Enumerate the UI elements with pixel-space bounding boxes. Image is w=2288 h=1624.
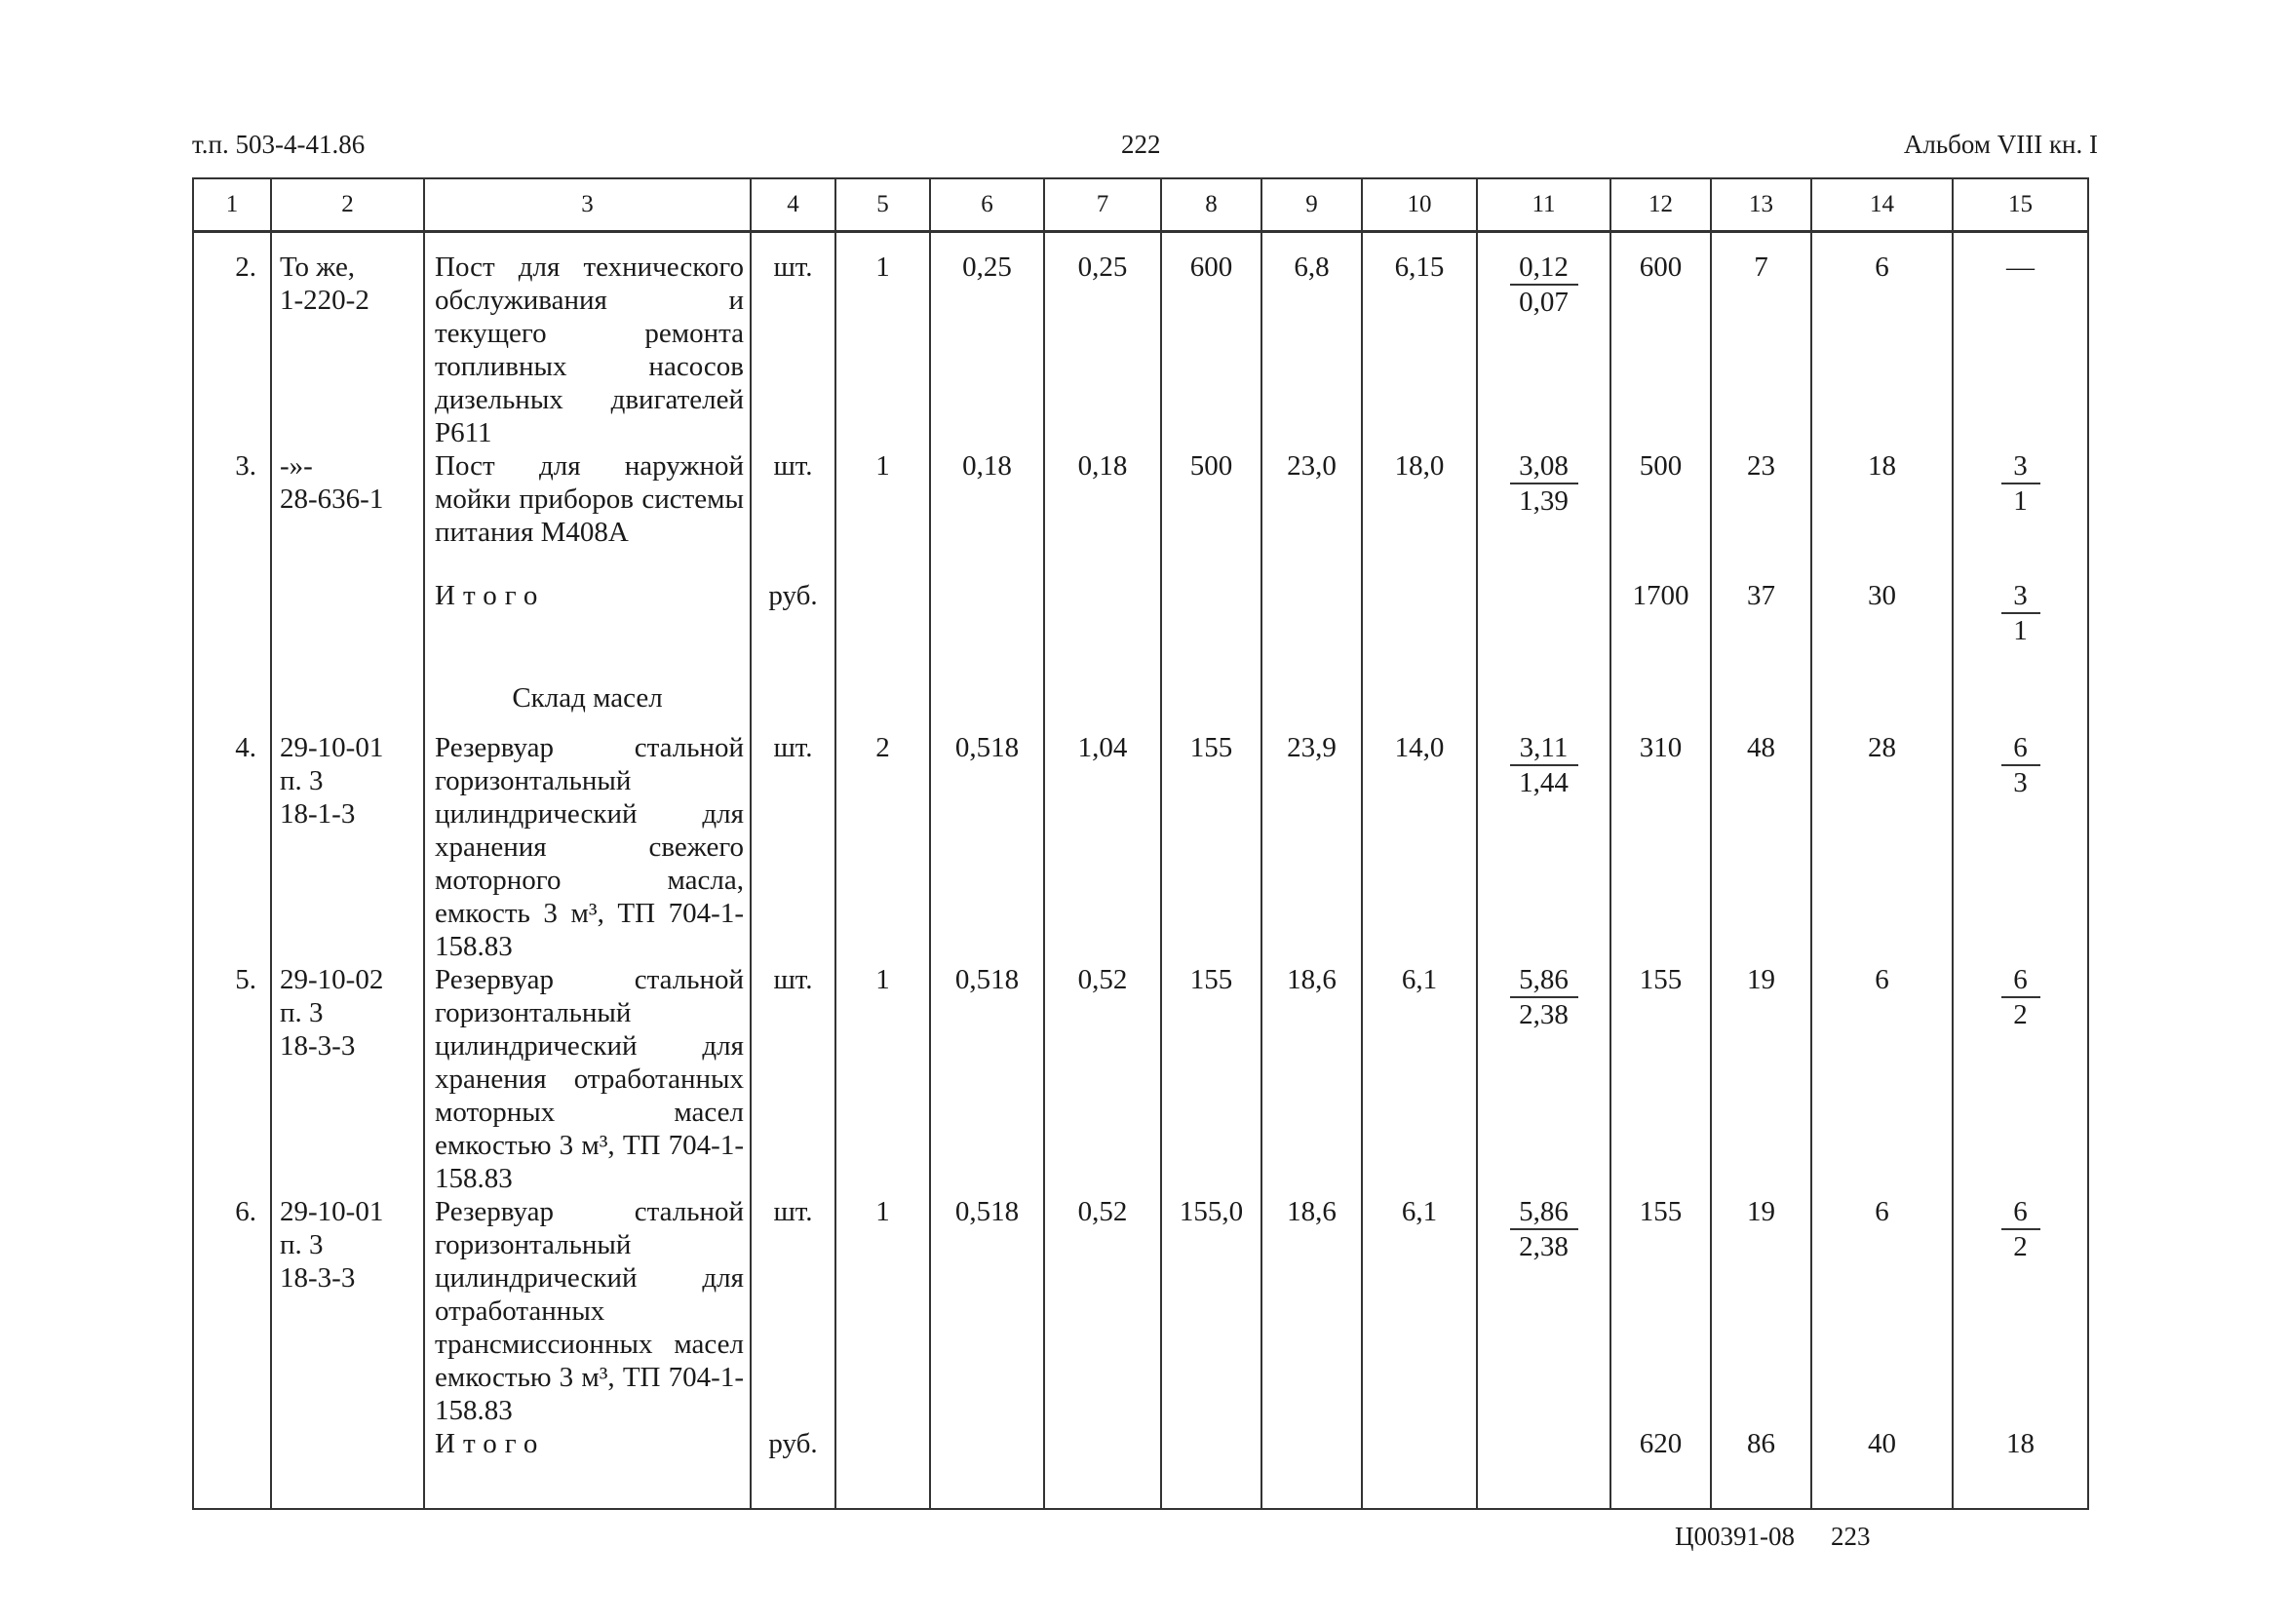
row-value: 600	[1610, 232, 1711, 450]
row-value: 6	[1811, 963, 1953, 1195]
row-value: 6	[1811, 232, 1953, 450]
fraction-denominator: 1,39	[1519, 485, 1569, 517]
fraction-denominator: 0,07	[1519, 287, 1569, 318]
col-header: 12	[1610, 178, 1711, 232]
row-value: 310	[1610, 731, 1711, 963]
row-value: 6,15	[1362, 232, 1477, 450]
col-header: 14	[1811, 178, 1953, 232]
row-value: 19	[1711, 1195, 1811, 1427]
row-value: 155	[1161, 731, 1261, 963]
row-code: То же, 1-220-2	[271, 232, 424, 450]
row-fraction	[1477, 731, 1610, 963]
row-value: 23,9	[1261, 731, 1362, 963]
col-header: 11	[1477, 178, 1610, 232]
col-header: 1	[193, 178, 271, 232]
row-value: 0,518	[930, 963, 1044, 1195]
col-header: 5	[835, 178, 930, 232]
row-value: 6,1	[1362, 1195, 1477, 1427]
col-header: 9	[1261, 178, 1362, 232]
row-unit: шт.	[751, 963, 835, 1195]
total-label: Итого	[435, 580, 546, 611]
row-fraction	[1477, 232, 1610, 450]
table-row	[193, 1195, 2088, 1427]
row-unit: шт.	[751, 449, 835, 579]
row-value: 28	[1811, 731, 1953, 963]
row-value: 6,1	[1362, 963, 1477, 1195]
document-code: Ц00391-08	[1675, 1522, 1795, 1551]
row-value: 500	[1161, 449, 1261, 579]
row-fraction	[1953, 731, 2088, 963]
fraction-denominator: 2	[2013, 1231, 2028, 1262]
row-unit: шт.	[751, 232, 835, 450]
row-fraction	[1953, 579, 2088, 665]
fraction-numerator: 6	[2001, 731, 2040, 766]
row-value: 18,6	[1261, 1195, 1362, 1427]
fraction-denominator: 2,38	[1519, 999, 1569, 1030]
total-row	[193, 1427, 2088, 1509]
row-unit: руб.	[751, 1427, 835, 1509]
row-value: 0,52	[1044, 1195, 1161, 1427]
row-value: 1,04	[1044, 731, 1161, 963]
table-row	[193, 731, 2088, 963]
col-header: 6	[930, 178, 1044, 232]
row-value: 19	[1711, 963, 1811, 1195]
row-value: 155	[1610, 1195, 1711, 1427]
col-header: 3	[424, 178, 751, 232]
row-fraction	[1477, 449, 1610, 579]
row-number: 6.	[193, 1195, 271, 1427]
row-quantity: 2	[835, 731, 930, 963]
page-number: 222	[1121, 130, 1161, 159]
row-code: 29-10-01 п. 3 18-3-3	[271, 1195, 424, 1427]
fraction-numerator: 3,08	[1510, 449, 1578, 484]
fraction-denominator: 1	[2013, 485, 2028, 517]
fraction-numerator: 6	[2001, 963, 2040, 998]
row-value: 0,518	[930, 731, 1044, 963]
total-row	[193, 579, 2088, 665]
row-fraction	[1477, 1195, 1610, 1427]
album-label: Альбом VIII кн. I	[1903, 130, 2098, 159]
row-fraction	[1953, 449, 2088, 579]
row-code: 29-10-02 п. 3 18-3-3	[271, 963, 424, 1195]
row-value: 620	[1610, 1427, 1711, 1509]
row-value: —	[1953, 232, 2088, 450]
row-unit: руб.	[751, 579, 835, 665]
row-value: 14,0	[1362, 731, 1477, 963]
row-value: 0,25	[1044, 232, 1161, 450]
row-number: 2.	[193, 232, 271, 450]
row-value: 0,518	[930, 1195, 1044, 1427]
row-fraction	[1953, 963, 2088, 1195]
row-quantity: 1	[835, 232, 930, 450]
row-value: 0,18	[1044, 449, 1161, 579]
row-value: 18	[1811, 449, 1953, 579]
col-header: 15	[1953, 178, 2088, 232]
col-header: 4	[751, 178, 835, 232]
row-value: 18,6	[1261, 963, 1362, 1195]
row-value: 0,18	[930, 449, 1044, 579]
row-quantity: 1	[835, 963, 930, 1195]
fraction-numerator: 3,11	[1510, 731, 1578, 766]
row-value: 7	[1711, 232, 1811, 450]
table-row	[193, 449, 2088, 579]
row-quantity: 1	[835, 449, 930, 579]
row-number: 3.	[193, 449, 271, 579]
fraction-denominator: 1,44	[1519, 767, 1569, 798]
table-row	[193, 963, 2088, 1195]
row-value: 48	[1711, 731, 1811, 963]
row-description: Резервуар стальной горизонтальный цилиндрический для отработанных трансмиссионных масел емкостью 3 м³, ТП 704-1-158.83	[435, 1196, 744, 1426]
footer-page-number: 223	[1831, 1522, 1871, 1551]
row-fraction	[1953, 1195, 2088, 1427]
row-code: -»- 28-636-1	[271, 449, 424, 579]
row-value: 500	[1610, 449, 1711, 579]
row-value: 18,0	[1362, 449, 1477, 579]
fraction-denominator: 2,38	[1519, 1231, 1569, 1262]
row-value: 600	[1161, 232, 1261, 450]
row-number: 5.	[193, 963, 271, 1195]
fraction-numerator: 5,86	[1510, 963, 1578, 998]
row-value: 0,52	[1044, 963, 1161, 1195]
row-value: 86	[1711, 1427, 1811, 1509]
section-row	[193, 665, 2088, 731]
row-fraction	[1477, 963, 1610, 1195]
row-description: Пост для технического обслуживания и текущего ремонта топливных насосов дизельных двигателей Р611	[435, 251, 744, 448]
row-value: 23,0	[1261, 449, 1362, 579]
col-header: 13	[1711, 178, 1811, 232]
equipment-table	[192, 177, 2089, 1510]
row-value: 0,25	[930, 232, 1044, 450]
fraction-numerator: 3	[2001, 449, 2040, 484]
fraction-denominator: 1	[2013, 615, 2028, 646]
table-row	[193, 232, 2088, 450]
row-value: 155	[1610, 963, 1711, 1195]
section-title: Склад масел	[424, 665, 751, 731]
row-code: 29-10-01 п. 3 18-1-3	[271, 731, 424, 963]
col-header: 10	[1362, 178, 1477, 232]
row-unit: шт.	[751, 1195, 835, 1427]
row-description: Резервуар стальной горизонтальный цилиндрический для хранения отработанных моторных масел емкостью 3 м³, ТП 704-1-158.83	[435, 964, 744, 1194]
column-number-row	[193, 178, 2088, 232]
fraction-denominator: 2	[2013, 999, 2028, 1030]
row-value: 6,8	[1261, 232, 1362, 450]
row-value: 1700	[1610, 579, 1711, 665]
col-header: 7	[1044, 178, 1161, 232]
row-description: Резервуар стальной горизонтальный цилиндрический для хранения свежего моторного масла, емкость 3 м³, ТП 704-1-158.83	[435, 732, 744, 962]
fraction-numerator: 3	[2001, 579, 2040, 614]
row-value: 155	[1161, 963, 1261, 1195]
fraction-numerator: 6	[2001, 1195, 2040, 1230]
col-header: 2	[271, 178, 424, 232]
row-value: 18	[1953, 1427, 2088, 1509]
row-value: 6	[1811, 1195, 1953, 1427]
fraction-numerator: 5,86	[1510, 1195, 1578, 1230]
fraction-denominator: 3	[2013, 767, 2028, 798]
row-value: 30	[1811, 579, 1953, 665]
total-label: Итого	[435, 1428, 546, 1459]
row-description: Пост для наружной мойки приборов системы питания М408А	[435, 450, 744, 548]
row-unit: шт.	[751, 731, 835, 963]
row-value: 155,0	[1161, 1195, 1261, 1427]
doc-reference: т.п. 503-4-41.86	[192, 130, 366, 159]
row-value: 40	[1811, 1427, 1953, 1509]
row-number: 4.	[193, 731, 271, 963]
col-header: 8	[1161, 178, 1261, 232]
fraction-numerator: 0,12	[1510, 251, 1578, 286]
row-value: 37	[1711, 579, 1811, 665]
row-value: 23	[1711, 449, 1811, 579]
row-quantity: 1	[835, 1195, 930, 1427]
